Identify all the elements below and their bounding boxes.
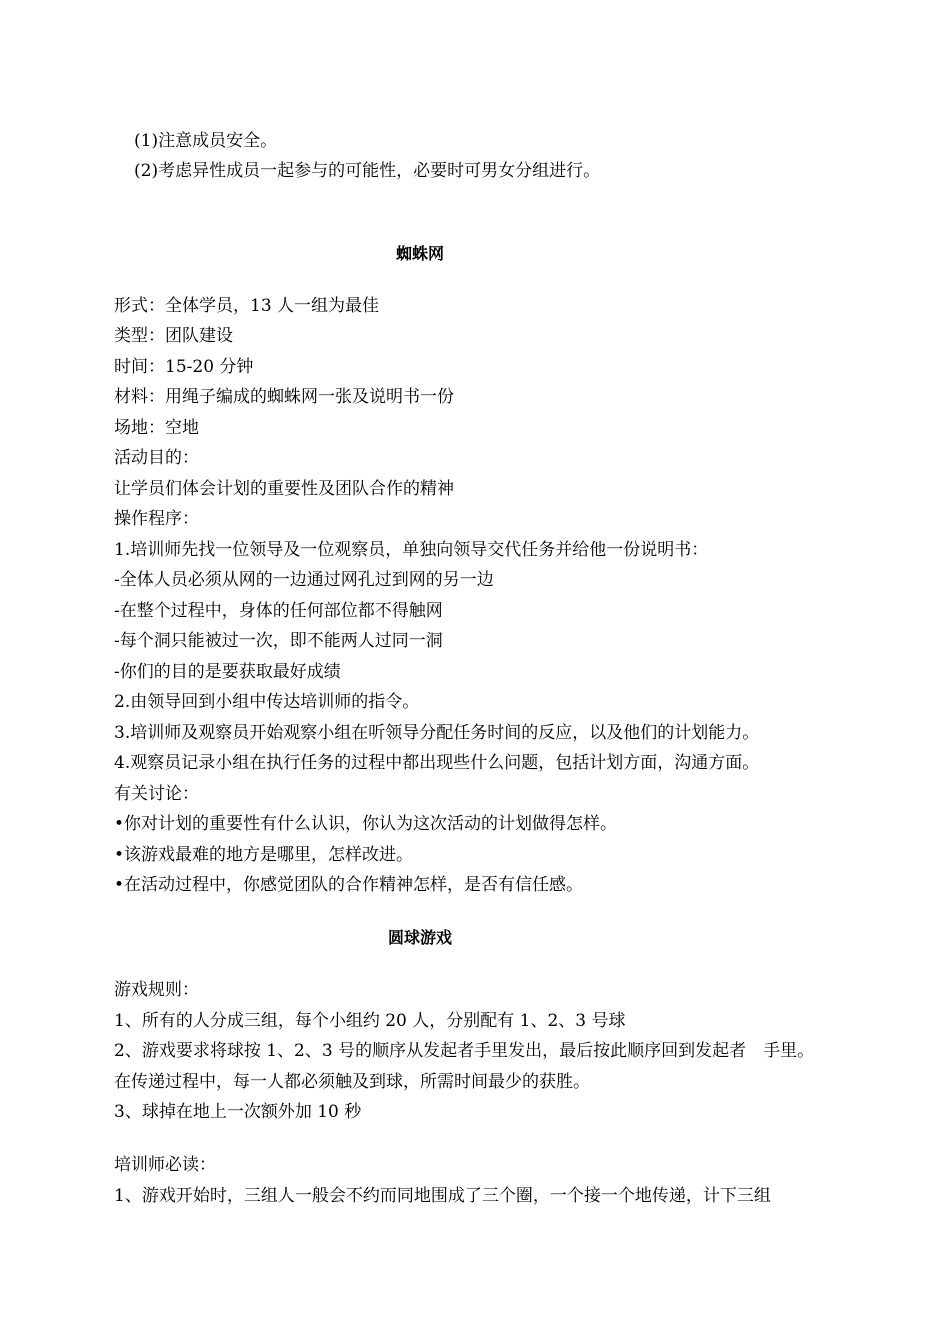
procedure-rule: -你们的目的是要获取最好成绩 [114,662,341,682]
section-title-spiderweb: 蜘蛛网 [395,244,444,263]
ballgame-trainer-item: 1、游戏开始时，三组人一般会不约而同地围成了三个圈，一个接一个地传递，计下三组 [114,1186,771,1206]
intro-item-2: (2)考虑异性成员一起参与的可能性，必要时可男女分组进行。 [134,161,601,181]
spiderweb-venue: 场地：空地 [114,418,199,438]
discussion-item: •你对计划的重要性有什么认识，你认为这次活动的计划做得怎样。 [114,814,618,834]
procedure-step: 2.由领导回到小组中传达培训师的指令。 [114,692,420,712]
intro-item-1: (1)注意成员安全。 [134,131,278,151]
ballgame-rule: 1、所有的人分成三组，每个小组约 20 人，分别配有 1、2、3 号球 [114,1011,626,1031]
procedure-step: 4.观察员记录小组在执行任务的过程中都出现些什么问题，包括计划方面，沟通方面。 [114,753,760,773]
spiderweb-type: 类型：团队建设 [114,326,233,346]
procedure-rule: -全体人员必须从网的一边通过网孔过到网的另一边 [114,570,494,590]
spiderweb-time: 时间：15-20 分钟 [114,357,254,377]
spiderweb-purpose: 让学员们体会计划的重要性及团队合作的精神 [114,479,454,499]
section-title-ballgame: 圆球游戏 [387,928,452,947]
procedure-step: 1.培训师先找一位领导及一位观察员，单独向领导交代任务并给他一份说明书： [114,540,709,560]
spiderweb-procedure-label: 操作程序： [114,509,199,529]
spiderweb-materials: 材料：用绳子编成的蜘蛛网一张及说明书一份 [114,387,454,407]
procedure-step: 3.培训师及观察员开始观察小组在听领导分配任务时间的反应，以及他们的计划能力。 [114,723,760,743]
spiderweb-form: 形式：全体学员，13 人一组为最佳 [114,296,380,316]
procedure-rule: -每个洞只能被过一次，即不能两人过同一洞 [114,631,443,651]
ballgame-rule: 2、游戏要求将球按 1、2、3 号的顺序从发起者手里发出，最后按此顺序回到发起者 手里。 [114,1041,815,1061]
ballgame-trainer-label: 培训师必读： [114,1155,216,1175]
procedure-rule: -在整个过程中，身体的任何部位都不得触网 [114,601,443,621]
ballgame-rule: 在传递过程中，每一人都必须触及到球，所需时间最少的获胜。 [114,1072,590,1092]
discussion-item: •在活动过程中，你感觉团队的合作精神怎样，是否有信任感。 [114,875,584,895]
discussion-item: •该游戏最难的地方是哪里，怎样改进。 [114,845,414,865]
spiderweb-purpose-label: 活动目的： [114,448,199,468]
spiderweb-discussion-label: 有关讨论： [114,784,199,804]
ballgame-rules-label: 游戏规则： [114,980,199,1000]
ballgame-rule: 3、球掉在地上一次额外加 10 秒 [114,1102,362,1122]
